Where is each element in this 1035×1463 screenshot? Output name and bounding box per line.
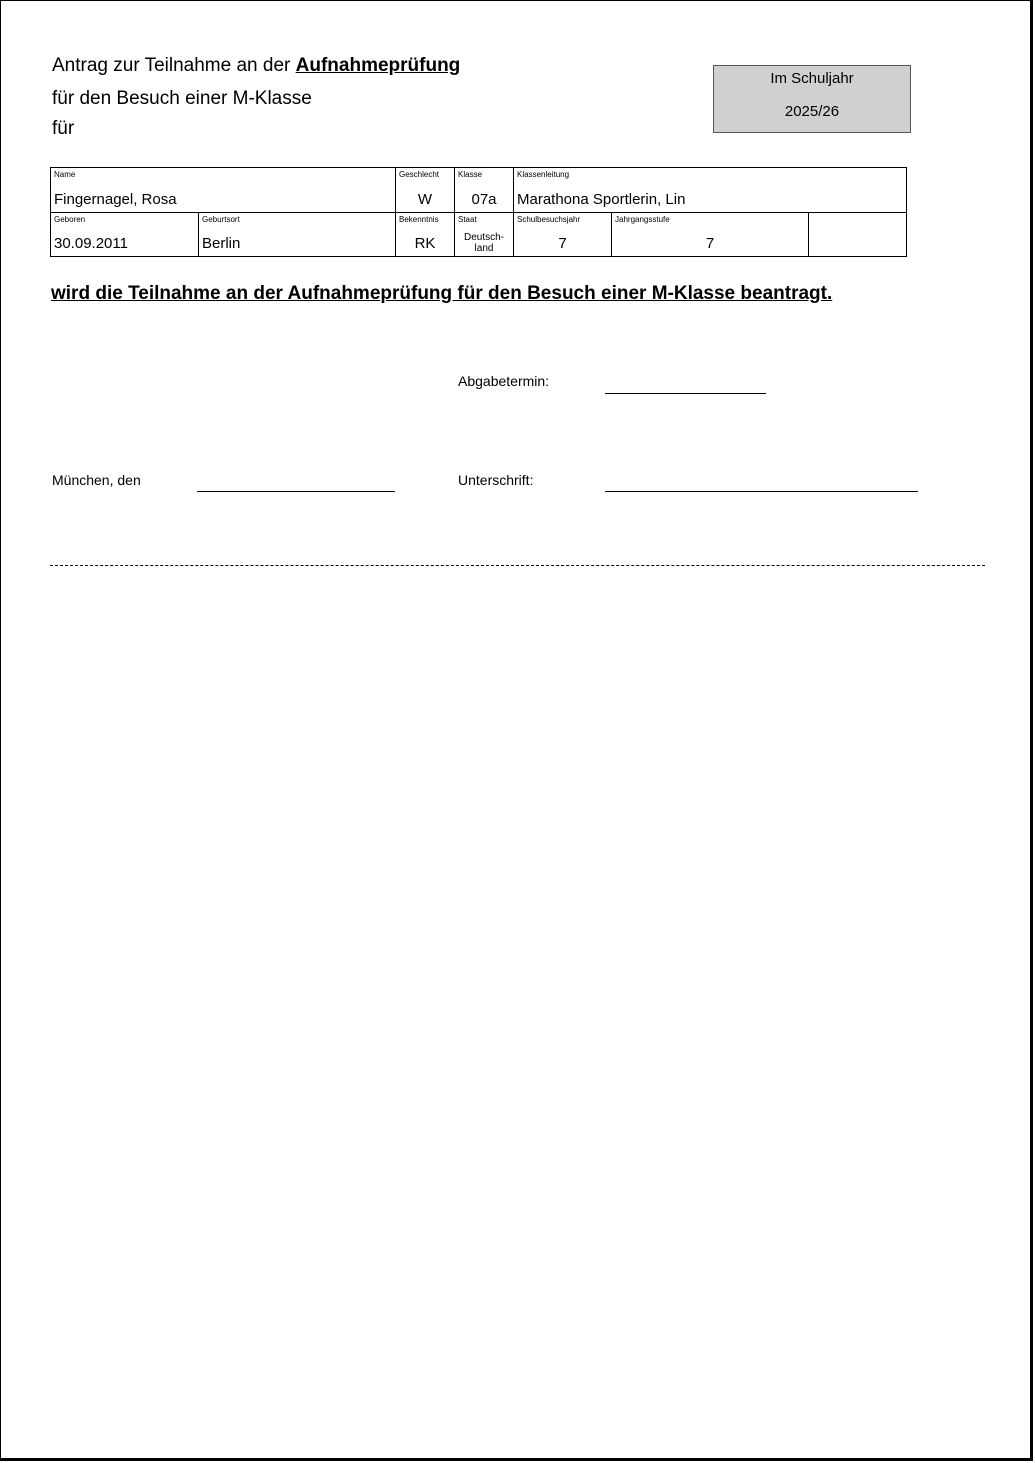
class-label: Klasse [458, 170, 483, 179]
title-line-1 [52, 55, 460, 77]
application-statement: wird die Teilnahme an der Aufnahmeprüfung für den Besuch einer M-Klasse beantragt. [51, 283, 833, 304]
gender-cell [396, 168, 455, 212]
empty-cell [809, 212, 906, 256]
school-year-cell [514, 212, 612, 256]
teacher-cell [514, 168, 906, 212]
deadline-line[interactable] [605, 393, 766, 394]
place-date-label: München, den [52, 472, 141, 488]
religion-value: RK [414, 235, 436, 252]
born-cell [51, 212, 199, 256]
name-label: Name [54, 170, 76, 179]
school-year-value: 2025/26 [784, 103, 840, 120]
title-prefix: Antrag zur Teilnahme an der [52, 55, 291, 76]
deadline-label: Abgabetermin: [458, 373, 550, 389]
signature-line[interactable] [605, 491, 918, 492]
school-year-box [713, 65, 911, 133]
gender-value: W [417, 191, 433, 208]
teacher-label: Klassenleitung [517, 170, 570, 179]
title-line-3: für [52, 118, 75, 139]
country-cell [455, 212, 514, 256]
title-line-2: für den Besuch einer M-Klasse [52, 88, 312, 109]
born-value: 30.09.2011 [54, 235, 128, 252]
name-value: Fingernagel, Rosa [54, 191, 177, 208]
birthplace-value: Berlin [202, 235, 241, 252]
teacher-value: Marathona Sportlerin, Lin [517, 191, 686, 208]
cut-line-divider [50, 565, 985, 566]
signature-label: Unterschrift: [458, 472, 534, 488]
grade-value: 7 [705, 235, 715, 252]
school-year-count-value: 7 [558, 235, 567, 252]
title-bold: Aufnahmeprüfung [295, 55, 461, 76]
born-label: Geboren [54, 215, 86, 224]
student-data-table [50, 167, 907, 257]
school-year-label: Im Schuljahr [770, 70, 854, 87]
birthplace-label: Geburtsort [202, 215, 240, 224]
country-label: Staat [458, 215, 477, 224]
school-year-count-label: Schulbesuchsjahr [517, 215, 581, 224]
grade-cell [612, 212, 809, 256]
birthplace-cell [199, 212, 396, 256]
class-value: 07a [471, 191, 497, 208]
country-value: Deutsch- land [463, 232, 504, 254]
class-cell [455, 168, 514, 212]
gender-label: Geschlecht [399, 170, 440, 179]
date-line[interactable] [197, 491, 395, 492]
name-cell [51, 168, 396, 212]
grade-label: Jahrgangsstufe [615, 215, 670, 224]
religion-label: Bekenntnis [399, 215, 439, 224]
religion-cell [396, 212, 455, 256]
